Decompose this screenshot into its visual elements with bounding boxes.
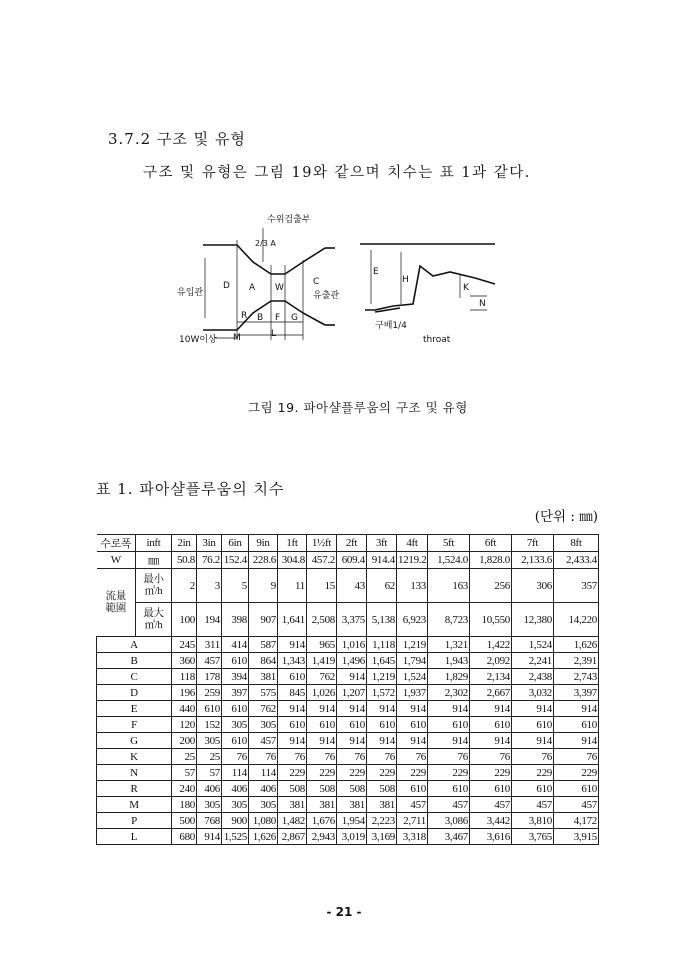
table-cell: 1,219 bbox=[367, 669, 397, 685]
table-row bbox=[97, 717, 599, 733]
table-cell: 1,829 bbox=[428, 669, 470, 685]
row-label: B bbox=[97, 653, 172, 669]
table-cell: 3 bbox=[197, 569, 222, 603]
header-size: 4ft bbox=[397, 535, 428, 552]
table-cell: 610 bbox=[222, 733, 249, 749]
table-cell: 229 bbox=[512, 765, 554, 781]
row-label: G bbox=[97, 733, 172, 749]
table-cell: 305 bbox=[197, 797, 222, 813]
table-cell: 240 bbox=[172, 781, 197, 797]
row-label: L bbox=[97, 829, 172, 845]
table-cell: 1,524 bbox=[512, 637, 554, 653]
table-cell: 610 bbox=[470, 781, 512, 797]
table-header-row bbox=[97, 535, 599, 552]
header-size: 8ft bbox=[554, 535, 599, 552]
table-cell: 178 bbox=[197, 669, 222, 685]
table-cell: 406 bbox=[197, 781, 222, 797]
table-cell: 3,765 bbox=[512, 829, 554, 845]
table-cell: 25 bbox=[172, 749, 197, 765]
table-cell: 2,711 bbox=[397, 813, 428, 829]
table-row bbox=[97, 653, 599, 669]
table-cell: 2,508 bbox=[307, 603, 337, 637]
table-cell: 914 bbox=[337, 733, 367, 749]
table-cell: 914 bbox=[337, 669, 367, 685]
table-cell: 1,937 bbox=[397, 685, 428, 701]
table-cell: 76 bbox=[367, 749, 397, 765]
table-cell: 5,138 bbox=[367, 603, 397, 637]
header-size: 7ft bbox=[512, 535, 554, 552]
table-cell: 245 bbox=[172, 637, 197, 653]
label-throat: throat bbox=[423, 335, 451, 345]
table-cell: 2,667 bbox=[470, 685, 512, 701]
table-cell: 914 bbox=[278, 733, 307, 749]
label-e: E bbox=[373, 267, 379, 277]
label-k: K bbox=[463, 283, 469, 293]
table-row bbox=[97, 637, 599, 653]
label-h: H bbox=[402, 275, 409, 285]
table-cell: 610 bbox=[307, 717, 337, 733]
row-label: A bbox=[97, 637, 172, 653]
table-cell: 305 bbox=[197, 733, 222, 749]
row-label: K bbox=[97, 749, 172, 765]
table-row bbox=[97, 797, 599, 813]
table-cell: 457 bbox=[397, 797, 428, 813]
table-cell: 114 bbox=[249, 765, 278, 781]
row-label: E bbox=[97, 701, 172, 717]
table-cell: 2,438 bbox=[512, 669, 554, 685]
table-cell: 381 bbox=[337, 797, 367, 813]
table-cell: 1,419 bbox=[307, 653, 337, 669]
table-cell: 9 bbox=[249, 569, 278, 603]
label-gradient: 구배1/4 bbox=[375, 321, 407, 331]
row-label: C bbox=[97, 669, 172, 685]
table-row bbox=[97, 781, 599, 797]
table-row bbox=[97, 733, 599, 749]
table-cell: 1,482 bbox=[278, 813, 307, 829]
table-cell: 381 bbox=[367, 797, 397, 813]
table-cell: 1,676 bbox=[307, 813, 337, 829]
table-cell: 118 bbox=[172, 669, 197, 685]
table-cell: 2,943 bbox=[307, 829, 337, 845]
table-cell: 2,133.6 bbox=[512, 552, 554, 569]
label-inlet-pipe: 유입관 bbox=[177, 288, 204, 298]
table-cell: 610 bbox=[512, 717, 554, 733]
label-w: W bbox=[275, 283, 284, 293]
table-cell: 311 bbox=[197, 637, 222, 653]
table-cell: 3,810 bbox=[512, 813, 554, 829]
table-cell: 259 bbox=[197, 685, 222, 701]
table-cell: 762 bbox=[307, 669, 337, 685]
header-size: 2ft bbox=[337, 535, 367, 552]
table-cell: 914 bbox=[367, 733, 397, 749]
table-cell: 1,026 bbox=[307, 685, 337, 701]
table-cell: 76 bbox=[278, 749, 307, 765]
table-cell: 1,207 bbox=[337, 685, 367, 701]
table-cell: 1,016 bbox=[337, 637, 367, 653]
table-cell: 229 bbox=[367, 765, 397, 781]
table-cell: 864 bbox=[249, 653, 278, 669]
table-cell: 163 bbox=[428, 569, 470, 603]
table-cell: 114 bbox=[222, 765, 249, 781]
table-cell: 25 bbox=[197, 749, 222, 765]
table-cell: 1,422 bbox=[470, 637, 512, 653]
table-cell: 3,086 bbox=[428, 813, 470, 829]
table-cell: 62 bbox=[367, 569, 397, 603]
table-cell: 914 bbox=[278, 701, 307, 717]
table-cell: 610 bbox=[367, 717, 397, 733]
table-cell: 3,032 bbox=[512, 685, 554, 701]
table-cell: 3,442 bbox=[470, 813, 512, 829]
table-cell: 610 bbox=[428, 717, 470, 733]
table-cell: 610 bbox=[397, 781, 428, 797]
table-cell: 256 bbox=[470, 569, 512, 603]
table-cell: 76 bbox=[222, 749, 249, 765]
table-cell: 76 bbox=[470, 749, 512, 765]
table-cell: 914 bbox=[428, 701, 470, 717]
table-cell: 1219.2 bbox=[397, 552, 428, 569]
table-cell: 1,524 bbox=[397, 669, 428, 685]
table-cell: 610 bbox=[278, 669, 307, 685]
label-m: M bbox=[233, 333, 241, 343]
table-cell: 1,626 bbox=[554, 637, 599, 653]
table-cell: 610 bbox=[222, 701, 249, 717]
table-cell: 43 bbox=[337, 569, 367, 603]
table-cell: 575 bbox=[249, 685, 278, 701]
table-cell: 1,321 bbox=[428, 637, 470, 653]
table-cell: 120 bbox=[172, 717, 197, 733]
table-cell: 1,572 bbox=[367, 685, 397, 701]
table-cell: 3,915 bbox=[554, 829, 599, 845]
flume-dimension-table bbox=[96, 534, 599, 845]
table-cell: 508 bbox=[337, 781, 367, 797]
table-cell: 3,467 bbox=[428, 829, 470, 845]
table-cell: 610 bbox=[337, 717, 367, 733]
table-cell: 1,794 bbox=[397, 653, 428, 669]
table-cell: 457 bbox=[428, 797, 470, 813]
table-row bbox=[97, 701, 599, 717]
table-cell: 229 bbox=[397, 765, 428, 781]
table-cell: 508 bbox=[367, 781, 397, 797]
table-cell: 845 bbox=[278, 685, 307, 701]
table-cell: 306 bbox=[512, 569, 554, 603]
table-cell: 1,828.0 bbox=[470, 552, 512, 569]
label-n: N bbox=[479, 299, 486, 309]
table-cell: 229 bbox=[554, 765, 599, 781]
table-cell: 914 bbox=[554, 733, 599, 749]
table-cell: 57 bbox=[197, 765, 222, 781]
table-cell: 194 bbox=[197, 603, 222, 637]
table-cell: 610 bbox=[512, 781, 554, 797]
table-cell: 610 bbox=[428, 781, 470, 797]
table-row-flow-max bbox=[97, 603, 599, 637]
table-cell: 914 bbox=[307, 733, 337, 749]
table-row-w bbox=[97, 552, 599, 569]
table-cell: 1,343 bbox=[278, 653, 307, 669]
parshall-flume-figure bbox=[175, 200, 513, 430]
header-size: 6in bbox=[222, 535, 249, 552]
label-r: R bbox=[241, 311, 248, 321]
table-cell: 381 bbox=[278, 797, 307, 813]
header-size: 9in bbox=[249, 535, 278, 552]
table-cell: 76.2 bbox=[197, 552, 222, 569]
table-cell: 457 bbox=[197, 653, 222, 669]
table-cell: 457 bbox=[512, 797, 554, 813]
table-row bbox=[97, 669, 599, 685]
table-cell: 1,080 bbox=[249, 813, 278, 829]
table-cell: 406 bbox=[222, 781, 249, 797]
table-cell: 914 bbox=[367, 701, 397, 717]
table-row bbox=[97, 813, 599, 829]
table-cell: 100 bbox=[172, 603, 197, 637]
table-cell: 457 bbox=[554, 797, 599, 813]
table-cell: 457 bbox=[470, 797, 512, 813]
table-cell: 914 bbox=[397, 701, 428, 717]
table-cell: 965 bbox=[307, 637, 337, 653]
table-cell: 406 bbox=[249, 781, 278, 797]
table-cell: 508 bbox=[278, 781, 307, 797]
table-cell: 609.4 bbox=[337, 552, 367, 569]
table-cell: 914 bbox=[470, 701, 512, 717]
table-cell: 900 bbox=[222, 813, 249, 829]
table-cell: 381 bbox=[307, 797, 337, 813]
table-cell: 57 bbox=[172, 765, 197, 781]
table-cell: 15 bbox=[307, 569, 337, 603]
table-cell: 610 bbox=[197, 701, 222, 717]
table-cell: 76 bbox=[249, 749, 278, 765]
table-cell: 500 bbox=[172, 813, 197, 829]
label-f: F bbox=[275, 313, 281, 323]
page-number: - 21 - bbox=[326, 905, 362, 919]
table-cell: 6,923 bbox=[397, 603, 428, 637]
table-cell: 3,375 bbox=[337, 603, 367, 637]
table-cell: 1,496 bbox=[337, 653, 367, 669]
table-row bbox=[97, 829, 599, 845]
table-row-flow-min bbox=[97, 569, 599, 603]
table-cell: 14,220 bbox=[554, 603, 599, 637]
table-cell: 2,241 bbox=[512, 653, 554, 669]
header-size: 3in bbox=[197, 535, 222, 552]
table-cell: 229 bbox=[428, 765, 470, 781]
table-cell: 357 bbox=[554, 569, 599, 603]
table-cell: 305 bbox=[222, 717, 249, 733]
table-cell: 610 bbox=[222, 653, 249, 669]
label-10w: 10W이상 bbox=[179, 335, 217, 345]
section-heading: 3.7.2 구조 및 유형 bbox=[108, 130, 246, 148]
table-cell: 587 bbox=[249, 637, 278, 653]
table-cell: 3,397 bbox=[554, 685, 599, 701]
table-cell: 12,380 bbox=[512, 603, 554, 637]
header-size: 6ft bbox=[470, 535, 512, 552]
table-cell: 398 bbox=[222, 603, 249, 637]
header-size: 2in bbox=[172, 535, 197, 552]
table-cell: 2,092 bbox=[470, 653, 512, 669]
header-size: 5ft bbox=[428, 535, 470, 552]
table-cell: 304.8 bbox=[278, 552, 307, 569]
table-cell: 397 bbox=[222, 685, 249, 701]
row-label: N bbox=[97, 765, 172, 781]
table-cell: 76 bbox=[512, 749, 554, 765]
table-cell: 610 bbox=[278, 717, 307, 733]
header-channel-width: 수로폭 bbox=[97, 535, 136, 552]
table-cell: 414 bbox=[222, 637, 249, 653]
table-cell: 2,433.4 bbox=[554, 552, 599, 569]
table-cell: 76 bbox=[307, 749, 337, 765]
table-cell: 3,616 bbox=[470, 829, 512, 845]
table-cell: 2,134 bbox=[470, 669, 512, 685]
table-cell: 229 bbox=[307, 765, 337, 781]
header-size: 1ft bbox=[278, 535, 307, 552]
table-row bbox=[97, 749, 599, 765]
table-cell: 680 bbox=[172, 829, 197, 845]
table-cell: 1,626 bbox=[249, 829, 278, 845]
table-cell: 305 bbox=[249, 797, 278, 813]
row-label: P bbox=[97, 813, 172, 829]
table-cell: 2,302 bbox=[428, 685, 470, 701]
table-cell: 914 bbox=[397, 733, 428, 749]
table-cell: 914 bbox=[470, 733, 512, 749]
table-cell: 11 bbox=[278, 569, 307, 603]
table-cell: 5 bbox=[222, 569, 249, 603]
table-cell: 1,645 bbox=[367, 653, 397, 669]
table-cell: 2,391 bbox=[554, 653, 599, 669]
table-cell: 610 bbox=[554, 717, 599, 733]
table-cell: 914 bbox=[512, 701, 554, 717]
table-row bbox=[97, 685, 599, 701]
table-cell: 360 bbox=[172, 653, 197, 669]
flow-max-label: 最大㎥/h bbox=[136, 603, 172, 637]
table-cell: 1,524.0 bbox=[428, 552, 470, 569]
table-cell: 76 bbox=[554, 749, 599, 765]
table-cell: 914 bbox=[197, 829, 222, 845]
label-l: L bbox=[271, 329, 277, 339]
label-outlet-pipe: 유출관 bbox=[313, 291, 340, 301]
label-b: B bbox=[257, 313, 264, 323]
table-cell: 3,169 bbox=[367, 829, 397, 845]
table-cell: 152.4 bbox=[222, 552, 249, 569]
table-cell: 1,641 bbox=[278, 603, 307, 637]
section-paragraph: 구조 및 유형은 그림 19와 같으며 치수는 표 1과 같다. bbox=[143, 165, 531, 181]
table-cell: 457.2 bbox=[307, 552, 337, 569]
table-cell: 76 bbox=[337, 749, 367, 765]
table-cell: 305 bbox=[222, 797, 249, 813]
flow-min-label: 最小㎥/h bbox=[136, 569, 172, 603]
table-cell: 1,525 bbox=[222, 829, 249, 845]
header-size: 3ft bbox=[367, 535, 397, 552]
table-cell: 914 bbox=[512, 733, 554, 749]
label-c: C bbox=[313, 277, 320, 287]
table-cell: 3,318 bbox=[397, 829, 428, 845]
figure-caption: 그림 19. 파아샬플루움의 구조 및 유형 bbox=[248, 400, 468, 415]
label-2-3a: 2/3 A bbox=[255, 239, 276, 248]
label-a: A bbox=[249, 283, 256, 293]
label-d: D bbox=[223, 281, 230, 291]
row-label: R bbox=[97, 781, 172, 797]
label-g: G bbox=[291, 313, 298, 323]
table-cell: 762 bbox=[249, 701, 278, 717]
table-cell: 1,943 bbox=[428, 653, 470, 669]
row-label: F bbox=[97, 717, 172, 733]
table-title: 표 1. 파아샬플루움의 치수 bbox=[96, 480, 285, 498]
table-cell: 229 bbox=[470, 765, 512, 781]
table-cell: 1,118 bbox=[367, 637, 397, 653]
table-cell: 8,723 bbox=[428, 603, 470, 637]
table-cell: 196 bbox=[172, 685, 197, 701]
table-cell: 907 bbox=[249, 603, 278, 637]
table-cell: 3,019 bbox=[337, 829, 367, 845]
label-water-level-detector: 수위검출부 bbox=[267, 215, 311, 225]
flow-range-label: 流量 範圍 bbox=[97, 569, 136, 637]
table-cell: 508 bbox=[307, 781, 337, 797]
row-unit: ㎜ bbox=[136, 552, 172, 569]
row-label: M bbox=[97, 797, 172, 813]
table-cell: 305 bbox=[249, 717, 278, 733]
table-cell: 4,172 bbox=[554, 813, 599, 829]
table-cell: 229 bbox=[278, 765, 307, 781]
table-row bbox=[97, 765, 599, 781]
table-unit: (단위 : ㎜) bbox=[534, 509, 598, 525]
table-cell: 914 bbox=[307, 701, 337, 717]
table-cell: 914 bbox=[554, 701, 599, 717]
table-cell: 914 bbox=[278, 637, 307, 653]
table-cell: 768 bbox=[197, 813, 222, 829]
table-cell: 2,743 bbox=[554, 669, 599, 685]
table-cell: 133 bbox=[397, 569, 428, 603]
table-cell: 914 bbox=[337, 701, 367, 717]
table-cell: 610 bbox=[397, 717, 428, 733]
table-cell: 914.4 bbox=[367, 552, 397, 569]
flume-diagram bbox=[175, 200, 513, 400]
table-cell: 200 bbox=[172, 733, 197, 749]
table-cell: 1,954 bbox=[337, 813, 367, 829]
table-cell: 152 bbox=[197, 717, 222, 733]
table-cell: 1,219 bbox=[397, 637, 428, 653]
table-cell: 76 bbox=[397, 749, 428, 765]
header-unit: inft bbox=[136, 535, 172, 552]
table-cell: 2 bbox=[172, 569, 197, 603]
row-label: W bbox=[97, 552, 136, 569]
table-cell: 610 bbox=[554, 781, 599, 797]
table-cell: 457 bbox=[249, 733, 278, 749]
table-cell: 76 bbox=[428, 749, 470, 765]
table-cell: 440 bbox=[172, 701, 197, 717]
table-cell: 10,550 bbox=[470, 603, 512, 637]
table-cell: 228.6 bbox=[249, 552, 278, 569]
table-cell: 2,223 bbox=[367, 813, 397, 829]
table-cell: 2,867 bbox=[278, 829, 307, 845]
table-cell: 394 bbox=[222, 669, 249, 685]
table-cell: 50.8 bbox=[172, 552, 197, 569]
section-view-dimension-lines bbox=[371, 250, 487, 310]
table-cell: 914 bbox=[428, 733, 470, 749]
table-cell: 229 bbox=[337, 765, 367, 781]
table-cell: 610 bbox=[470, 717, 512, 733]
table-cell: 381 bbox=[249, 669, 278, 685]
table-cell: 180 bbox=[172, 797, 197, 813]
row-label: D bbox=[97, 685, 172, 701]
section-view-walls bbox=[360, 244, 495, 312]
header-size: 1½ft bbox=[307, 535, 337, 552]
